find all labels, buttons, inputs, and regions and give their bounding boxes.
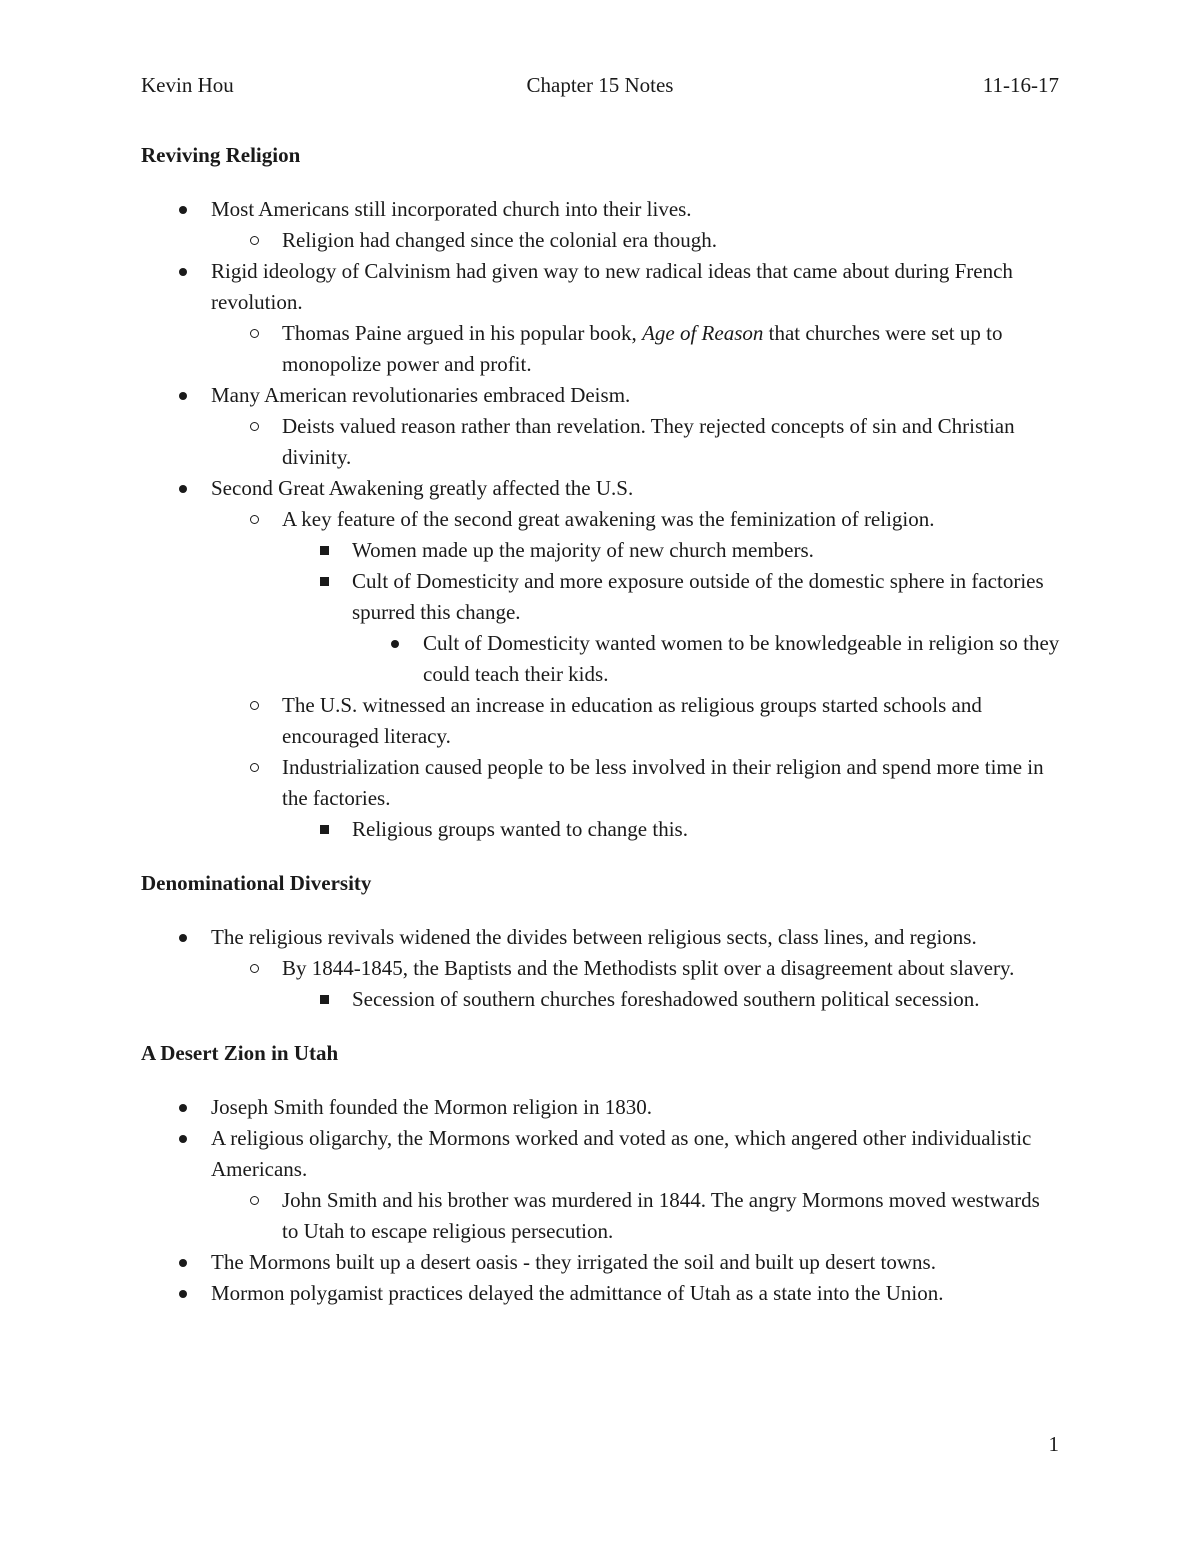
bullet-list [141, 194, 1061, 845]
bullet-dot-icon [173, 922, 193, 953]
list-item [141, 814, 1061, 845]
list-item-text: The U.S. witnessed an increase in education as religious groups started schools and encouraged literacy. [282, 693, 982, 748]
list-item [141, 411, 1061, 473]
list-item-text: A religious oligarchy, the Mormons worked and voted as one, which angered other individualistic Americans. [211, 1126, 1032, 1181]
list-item [141, 984, 1061, 1015]
list-item-text: Thomas Paine argued in his popular book, [282, 321, 643, 345]
list-item-text: Religious groups wanted to change this. [352, 817, 688, 841]
list-item [141, 194, 1061, 225]
section-heading: Reviving Religion [141, 143, 301, 167]
list-item [141, 256, 1061, 318]
bullet-circle-icon [244, 690, 264, 721]
list-item [141, 628, 1061, 690]
list-item-text: Joseph Smith founded the Mormon religion in 1830. [211, 1095, 652, 1119]
list-item-text: Secession of southern churches foreshadowed southern political secession. [352, 987, 980, 1011]
bullet-dot-icon [173, 194, 193, 225]
list-item-text: The Mormons built up a desert oasis - they irrigated the soil and built up desert towns. [211, 1250, 936, 1274]
list-item [141, 225, 1061, 256]
list-item-text: Rigid ideology of Calvinism had given way to new radical ideas that came about during French revolution. [211, 259, 1013, 314]
bullet-dot-icon [173, 473, 193, 504]
bullet-circle-icon [244, 953, 264, 984]
list-item-text: Industrialization caused people to be less involved in their religion and spend more time in the factories. [282, 755, 1044, 810]
bullet-circle-icon [244, 504, 264, 535]
list-item [141, 318, 1061, 380]
list-item-text: Cult of Domesticity wanted women to be knowledgeable in religion so they could teach their kids. [423, 631, 1060, 686]
bullet-list [141, 1092, 1061, 1309]
bullet-dot-icon [173, 1247, 193, 1278]
document-body [141, 140, 1061, 1332]
list-item [141, 1185, 1061, 1247]
list-item [141, 473, 1061, 504]
bullet-circle-icon [244, 318, 264, 349]
list-item-text: Cult of Domesticity and more exposure outside of the domestic sphere in factories spurred this change. [352, 569, 1044, 624]
list-item [141, 504, 1061, 535]
section [141, 1038, 1061, 1309]
list-item [141, 1278, 1061, 1309]
bullet-square-icon [314, 814, 334, 845]
section [141, 140, 1061, 845]
list-item [141, 752, 1061, 814]
section [141, 868, 1061, 1015]
list-item-text: A key feature of the second great awakening was the feminization of religion. [282, 507, 935, 531]
bullet-circle-icon [244, 225, 264, 256]
list-item [141, 535, 1061, 566]
book-title: Age of Reason [642, 321, 764, 345]
section-heading: A Desert Zion in Utah [141, 1041, 339, 1065]
list-item [141, 566, 1061, 628]
bullet-dot-icon [173, 380, 193, 411]
list-item [141, 690, 1061, 752]
list-item-text: By 1844-1845, the Baptists and the Methodists split over a disagreement about slavery. [282, 956, 1015, 980]
list-item-text: John Smith and his brother was murdered in 1844. The angry Mormons moved westwards to Utah to escape religious persecution. [282, 1188, 1040, 1243]
header-author: Kevin Hou [141, 73, 234, 97]
header-title: Chapter 15 Notes [526, 73, 674, 97]
list-item [141, 1092, 1061, 1123]
list-item [141, 953, 1061, 984]
list-item-text: The religious revivals widened the divides between religious sects, class lines, and regions. [211, 925, 977, 949]
list-item-text: Religion had changed since the colonial era though. [282, 228, 718, 252]
list-item [141, 1123, 1061, 1185]
page-number: 1 [1048, 1432, 1059, 1456]
bullet-circle-icon [244, 411, 264, 442]
list-item-text: Many American revolutionaries embraced Deism. [211, 383, 631, 407]
bullet-dot-icon [385, 628, 405, 659]
header-date: 11-16-17 [982, 73, 1059, 97]
bullet-square-icon [314, 535, 334, 566]
list-item-text: Deists valued reason rather than revelation. They rejected concepts of sin and Christian divinity. [282, 414, 1015, 469]
list-item-text: Second Great Awakening greatly affected the U.S. [211, 476, 634, 500]
list-item-text: Mormon polygamist practices delayed the admittance of Utah as a state into the Union. [211, 1281, 944, 1305]
list-item [141, 1247, 1061, 1278]
bullet-dot-icon [173, 1278, 193, 1309]
list-item-text: Most Americans still incorporated church into their lives. [211, 197, 692, 221]
bullet-circle-icon [244, 752, 264, 783]
list-item-text: that churches were set up to monopolize power and profit. [282, 321, 1003, 376]
bullet-dot-icon [173, 1123, 193, 1154]
section-heading: Denominational Diversity [141, 871, 372, 895]
bullet-list [141, 922, 1061, 1015]
bullet-square-icon [314, 984, 334, 1015]
bullet-circle-icon [244, 1185, 264, 1216]
list-item [141, 380, 1061, 411]
list-item-text: Women made up the majority of new church members. [352, 538, 814, 562]
list-item [141, 922, 1061, 953]
bullet-dot-icon [173, 1092, 193, 1123]
bullet-square-icon [314, 566, 334, 597]
bullet-dot-icon [173, 256, 193, 287]
